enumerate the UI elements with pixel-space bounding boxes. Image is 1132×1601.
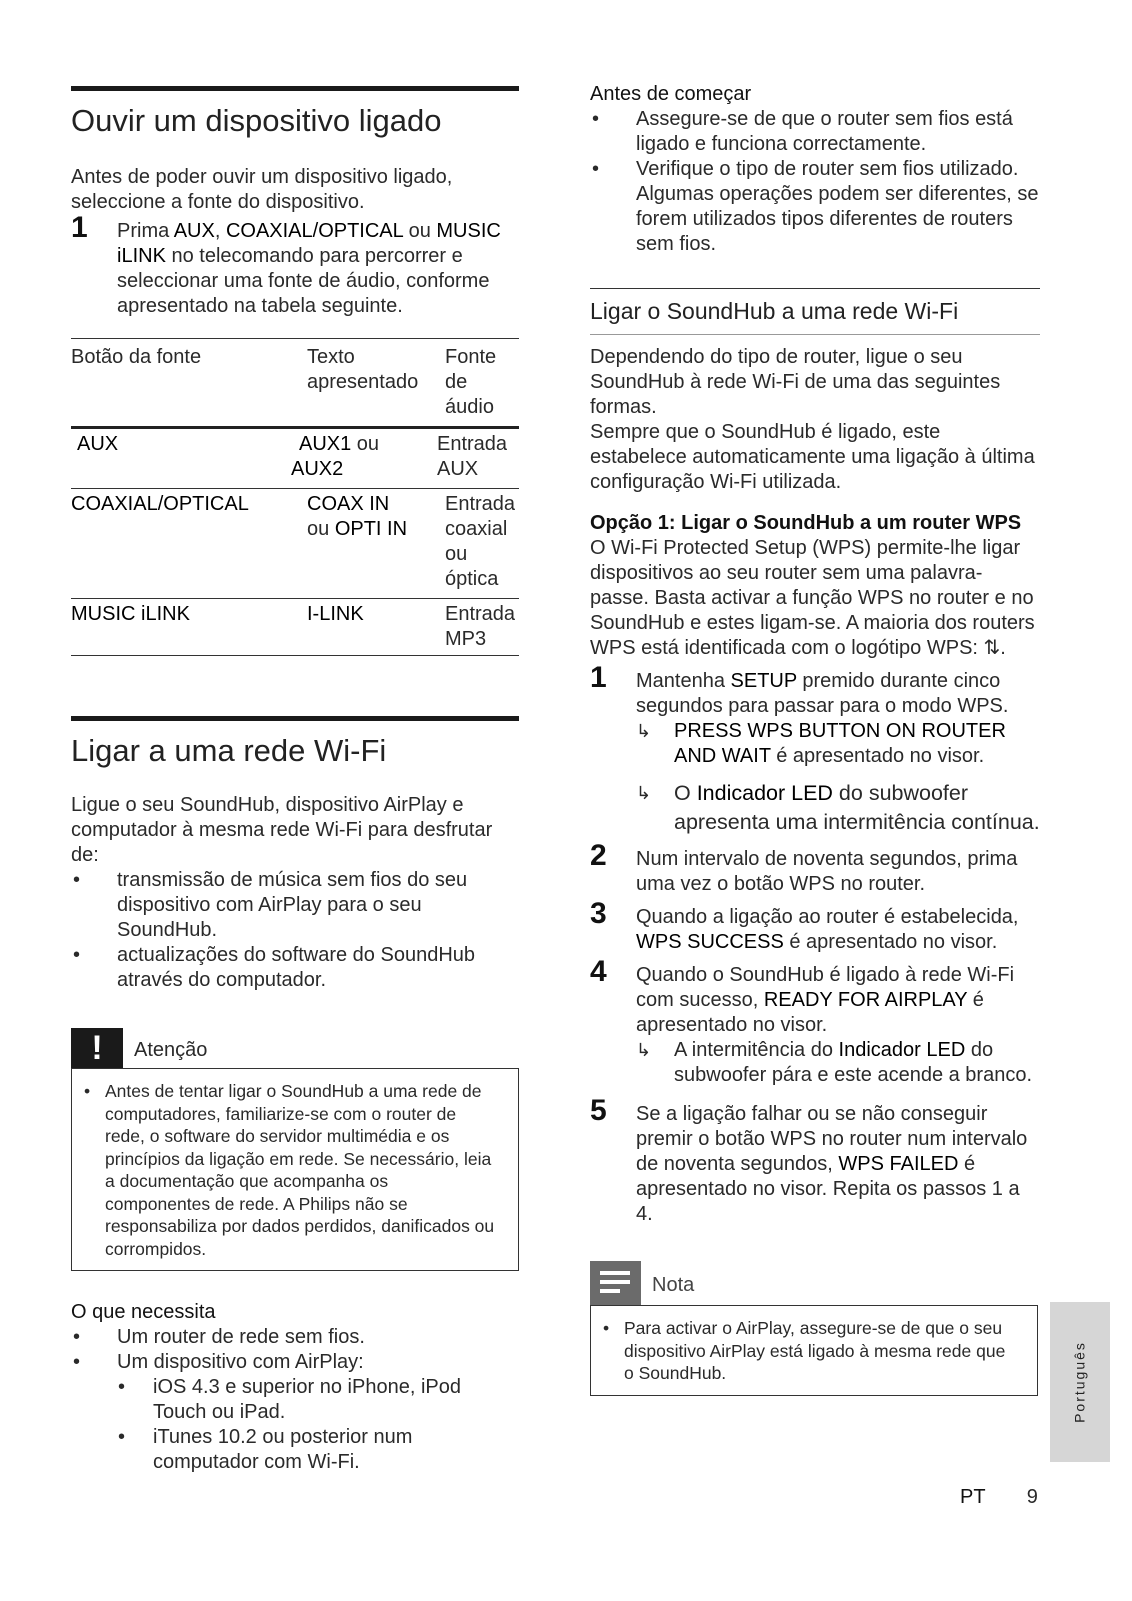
step-text: é apresentado no visor. — [783, 931, 998, 953]
note-title: Nota — [652, 1274, 695, 1296]
step-text: A intermitência do — [674, 1039, 839, 1061]
result-item — [636, 779, 1040, 837]
step-text: é apresentado no visor. — [636, 989, 984, 1036]
step-1 — [71, 211, 519, 319]
step-number: 3 — [590, 897, 607, 930]
arrow-icon: ↳ — [636, 721, 652, 741]
right-column — [590, 82, 1040, 1396]
bullet: • — [592, 158, 600, 180]
step-text: ou — [403, 220, 437, 242]
step-text: , — [214, 220, 226, 242]
step-5 — [590, 1094, 1040, 1227]
option1-title: Opção 1: Ligar o SoundHub a um router WPS — [590, 512, 1022, 534]
left-column — [71, 86, 519, 656]
step-text: Prima — [117, 220, 174, 242]
bullet: • — [603, 1318, 610, 1338]
caution-body — [71, 1068, 519, 1271]
list-item — [590, 157, 1040, 257]
cell-key: AUX2 — [291, 458, 344, 480]
result-item — [636, 1038, 1040, 1088]
step-text: premido durante cinco segundos para passar para o modo WPS. — [636, 670, 1009, 717]
bullet: • — [118, 1426, 126, 1448]
sec3-para1: Dependendo do tipo de router, ligue o seu SoundHub à rede Wi-Fi de uma das seguintes formas. — [590, 346, 1001, 418]
needs-title: O que necessita — [71, 1301, 216, 1323]
table-cell — [71, 599, 307, 656]
arrow-icon: ↳ — [636, 1040, 652, 1060]
list-item — [71, 943, 519, 993]
bullet: • — [592, 108, 600, 130]
step-text: Quando a ligação ao router é estabelecida, — [636, 906, 1019, 928]
page-footer — [960, 1485, 1060, 1510]
sub-list-item — [108, 1425, 519, 1475]
step-text: no telecomando para percorrer e seleccionar uma fonte de áudio, conforme apresentado na tabela seguinte. — [117, 245, 490, 317]
led-indicator-text: Indicador LED — [838, 1039, 966, 1061]
cell-text: Entrada coaxial ou óptica — [445, 493, 516, 590]
list-text: iOS 4.3 e superior no iPhone, iPod Touch ou iPad. — [153, 1376, 461, 1423]
step-text: do subwoofer apresenta uma intermitência contínua. — [674, 781, 1040, 834]
arrow-icon: ↳ — [636, 783, 652, 803]
step-2 — [590, 839, 1040, 897]
section-title-listen: Ouvir um dispositivo ligado — [71, 103, 442, 138]
caution-box — [71, 1028, 519, 1271]
bullet: • — [84, 1081, 91, 1101]
caution-text: Antes de tentar ligar o SoundHub a uma rede de computadores, familiarize-se com o router de rede, o software do servidor multimédia e os princípios da ligação em rede. Se necessário, leia a documentação que acompanha os componentes de rede. A Philips não se responsabiliza por dados perdidos, danificados ou corrompidos. — [105, 1081, 495, 1259]
step-number: 1 — [590, 661, 607, 694]
note-text: Para activar o AirPlay, assegure-se de que o seu dispositivo AirPlay está ligado à mesma rede que o SoundHub. — [624, 1318, 1006, 1383]
table-header: Fonte de áudio — [445, 346, 497, 418]
option1-text: O Wi-Fi Protected Setup (WPS) permite-lhe ligar dispositivos ao seu router sem uma palavra-passe. Basta activar a função WPS no router e no SoundHub e estes ligam-se. A maioria dos routers WPS está identificada com o logótipo WPS: ⇅. — [590, 537, 1035, 659]
intro-text: Antes de poder ouvir um dispositivo ligado, seleccione a fonte do dispositivo. — [71, 166, 453, 213]
bullet: • — [73, 1351, 81, 1373]
table-cell — [291, 428, 445, 489]
cell-key: MUSIC iLINK — [71, 603, 190, 625]
step-1 — [590, 661, 1040, 837]
table-row — [71, 489, 519, 599]
note-body — [590, 1305, 1038, 1396]
cell-text: ou — [351, 433, 380, 455]
section-rule — [71, 716, 519, 721]
language-code: PT — [960, 1486, 986, 1508]
key-coaxial: COAXIAL/OPTICAL — [225, 220, 404, 242]
cell-text: Entrada MP3 — [445, 603, 516, 650]
cell-key: AUX1 — [299, 433, 352, 455]
caution-header — [71, 1028, 519, 1068]
list-item — [71, 868, 519, 943]
step-text: Num intervalo de noventa segundos, prima uma vez o botão WPS no router. — [636, 848, 1018, 895]
cell-key: COAX IN — [307, 493, 390, 515]
bullet: • — [73, 1326, 81, 1348]
list-item — [84, 1080, 498, 1260]
result-item — [636, 719, 1040, 769]
step-text: é apresentado no visor. Repita os passos 1 a 4. — [636, 1153, 1020, 1225]
table-cell — [307, 489, 445, 599]
step-text: é apresentado no visor. — [770, 745, 985, 767]
note-header — [590, 1261, 1038, 1305]
caution-title: Atenção — [134, 1039, 208, 1061]
cell-text: Entrada AUX — [437, 433, 508, 480]
table-cell — [71, 428, 307, 489]
display-text: WPS SUCCESS — [636, 931, 784, 953]
display-text: WPS FAILED — [838, 1153, 959, 1175]
table-cell — [71, 489, 307, 599]
cell-key: OPTI IN — [334, 518, 408, 540]
step-text: Mantenha — [636, 670, 731, 692]
table-header-row — [71, 339, 519, 428]
table-row — [71, 599, 519, 656]
table-cell — [445, 489, 519, 599]
led-indicator-text: Indicador LED — [696, 781, 833, 805]
key-setup: SETUP — [730, 670, 797, 692]
list-text: Verifique o tipo de router sem fios utilizado. Algumas operações podem ser diferentes, se forem utilizados tipos diferentes de routers sem fios. — [636, 158, 1039, 255]
source-table — [71, 338, 519, 656]
left-column-lower — [71, 716, 519, 1475]
step-4 — [590, 955, 1040, 1088]
display-text: PRESS WPS BUTTON ON ROUTER AND WAIT — [674, 720, 1006, 767]
display-text: READY FOR AIRPLAY — [763, 989, 968, 1011]
table-row — [71, 428, 519, 489]
exclamation-icon: ! — [91, 1029, 103, 1067]
caution-icon — [71, 1028, 123, 1068]
section-rule — [590, 334, 1040, 335]
list-item — [71, 1325, 519, 1350]
step-3 — [590, 897, 1040, 955]
section-rule — [71, 86, 519, 91]
list-item — [71, 1350, 519, 1375]
table-cell — [437, 428, 519, 489]
bullet: • — [118, 1376, 126, 1398]
list-text: iTunes 10.2 ou posterior num computador com Wi-Fi. — [153, 1426, 413, 1473]
table-header: Botão da fonte — [71, 346, 202, 368]
section-title-wifi: Ligar a uma rede Wi-Fi — [71, 733, 387, 768]
step-text: Se a ligação falhar ou se não conseguir premir o botão WPS no router num intervalo de noventa segundos, — [636, 1103, 1028, 1175]
table-cell — [445, 599, 519, 656]
key-music-ilink: MUSIC iLINK — [117, 220, 501, 267]
list-text: transmissão de música sem fios do seu dispositivo com AirPlay para o seu SoundHub. — [117, 869, 468, 941]
cell-text: ou — [307, 518, 335, 540]
note-icon — [590, 1261, 641, 1305]
list-item — [590, 107, 1040, 157]
table-cell — [307, 599, 445, 656]
step-text: do subwoofer pára e este acende a branco. — [674, 1039, 1033, 1086]
table-header: Texto apresentado — [307, 346, 419, 393]
step-text: O — [674, 781, 697, 805]
list-text: actualizações do software do SoundHub através do computador. — [117, 944, 476, 991]
cell-key: COAXIAL/OPTICAL — [71, 493, 249, 515]
note-box — [590, 1261, 1038, 1396]
list-text: Assegure-se de que o router sem fios está ligado e funciona correctamente. — [636, 108, 1013, 155]
before-title: Antes de começar — [590, 83, 752, 105]
key-aux: AUX — [173, 220, 215, 242]
section-title-soundhub-wifi: Ligar o SoundHub a uma rede Wi-Fi — [590, 298, 959, 324]
list-text: Um router de rede sem fios. — [117, 1326, 365, 1348]
language-label: Português — [1071, 1341, 1088, 1423]
list-item — [603, 1317, 1019, 1385]
sub-list-item — [108, 1375, 519, 1425]
step-number: 2 — [590, 839, 607, 872]
step-number: 5 — [590, 1094, 607, 1127]
step-number: 1 — [71, 211, 88, 244]
cell-key: AUX — [77, 433, 119, 455]
sec3-para2: Sempre que o SoundHub é ligado, este estabelece automaticamente uma ligação à última configuração Wi-Fi utilizada. — [590, 421, 1035, 493]
cell-key: I-LINK — [307, 603, 364, 625]
needs-section — [71, 1300, 519, 1475]
wifi-intro: Ligue o seu SoundHub, dispositivo AirPlay e computador à mesma rede Wi-Fi para desfrutar de: — [71, 794, 493, 866]
page-number: 9 — [1026, 1486, 1038, 1508]
section-rule — [590, 288, 1040, 289]
list-text: Um dispositivo com AirPlay: — [117, 1351, 364, 1373]
step-number: 4 — [590, 955, 607, 988]
bullet: • — [73, 944, 81, 966]
step-text: Quando o SoundHub é ligado à rede Wi-Fi com sucesso, — [636, 964, 1015, 1011]
language-side-tab — [1050, 1302, 1110, 1462]
bullet: • — [73, 869, 81, 891]
